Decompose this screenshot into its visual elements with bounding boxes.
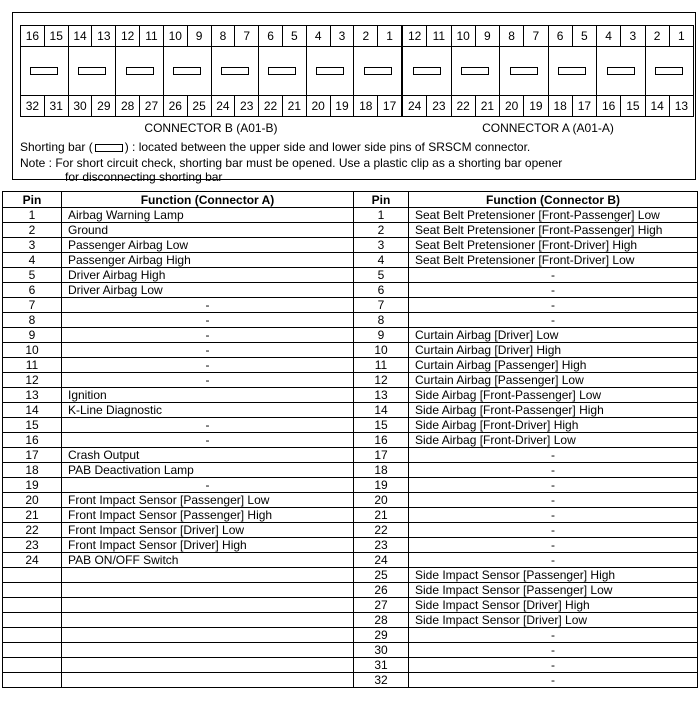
table-row bbox=[3, 478, 698, 493]
table-row bbox=[3, 553, 698, 568]
pin-number: 7 bbox=[235, 26, 259, 46]
note-line-2: for disconnecting shorting bar bbox=[65, 170, 223, 184]
shorting-bar bbox=[30, 67, 58, 75]
pin-number: 17 bbox=[573, 96, 597, 116]
pin-number: 18 bbox=[549, 96, 573, 116]
pin-a-cell: 5 bbox=[3, 268, 62, 283]
pin-b-cell: 29 bbox=[354, 628, 409, 643]
connector-b-bottom-pins bbox=[21, 95, 401, 116]
pin-number: 31 bbox=[45, 96, 69, 116]
function-a-cell: Ignition bbox=[62, 388, 354, 403]
pin-b-cell: 26 bbox=[354, 583, 409, 598]
function-b-cell: - bbox=[409, 313, 698, 328]
pin-b-cell: 28 bbox=[354, 613, 409, 628]
function-b-cell: Seat Belt Pretensioner [Front-Driver] Low bbox=[409, 253, 698, 268]
function-a-cell: - bbox=[62, 478, 354, 493]
pin-number: 28 bbox=[116, 96, 140, 116]
table-row bbox=[3, 523, 698, 538]
table-row bbox=[3, 253, 698, 268]
function-b-cell: - bbox=[409, 463, 698, 478]
pin-b-cell: 24 bbox=[354, 553, 409, 568]
function-a-cell: K-Line Diagnostic bbox=[62, 403, 354, 418]
function-b-cell: Side Airbag [Front-Driver] Low bbox=[409, 433, 698, 448]
pin-number: 10 bbox=[164, 26, 188, 46]
function-b-cell: Curtain Airbag [Driver] High bbox=[409, 343, 698, 358]
pin-number: 15 bbox=[621, 96, 645, 116]
function-b-cell: Curtain Airbag [Driver] Low bbox=[409, 328, 698, 343]
pin-number: 8 bbox=[212, 26, 236, 46]
pin-number: 18 bbox=[354, 96, 378, 116]
shorting-bar-slot bbox=[21, 46, 69, 96]
function-a-cell: Passenger Airbag Low bbox=[62, 238, 354, 253]
table-row bbox=[3, 673, 698, 688]
pin-a-cell bbox=[3, 583, 62, 598]
pin-number: 24 bbox=[212, 96, 236, 116]
pin-number: 4 bbox=[597, 26, 621, 46]
pin-a-cell: 23 bbox=[3, 538, 62, 553]
pin-number: 1 bbox=[386, 29, 393, 43]
pin-number: 3 bbox=[331, 26, 355, 46]
header-pin-b: Pin bbox=[354, 192, 409, 208]
table-row bbox=[3, 418, 698, 433]
pin-b-cell: 21 bbox=[354, 508, 409, 523]
connector-b-label: CONNECTOR B (A01-B) bbox=[144, 121, 278, 135]
shorting-bar bbox=[558, 67, 586, 75]
pin-number: 11 bbox=[140, 26, 164, 46]
shorting-bar bbox=[607, 67, 635, 75]
pin-a-cell: 24 bbox=[3, 553, 62, 568]
pin-a-cell: 13 bbox=[3, 388, 62, 403]
pin-b-cell: 23 bbox=[354, 538, 409, 553]
table-row bbox=[3, 223, 698, 238]
function-a-cell bbox=[62, 613, 354, 628]
shorting-bar-slot bbox=[354, 46, 401, 96]
pin-number: 11 bbox=[427, 26, 451, 46]
shorting-bar-icon bbox=[95, 144, 123, 152]
connector-a-shorting-bars bbox=[403, 46, 693, 96]
function-a-cell: - bbox=[62, 418, 354, 433]
pin-b-cell: 13 bbox=[354, 388, 409, 403]
pin-a-cell: 11 bbox=[3, 358, 62, 373]
function-b-cell: Side Airbag [Front-Driver] High bbox=[409, 418, 698, 433]
pin-a-cell: 22 bbox=[3, 523, 62, 538]
function-b-cell: Curtain Airbag [Passenger] Low bbox=[409, 373, 698, 388]
pin-number: 13 bbox=[674, 99, 689, 113]
function-a-cell: Crash Output bbox=[62, 448, 354, 463]
pin-number: 10 bbox=[452, 26, 476, 46]
function-b-cell: Seat Belt Pretensioner [Front-Passenger] High bbox=[409, 223, 698, 238]
pin-a-cell: 3 bbox=[3, 238, 62, 253]
pin-number: 14 bbox=[646, 96, 670, 116]
function-a-cell bbox=[62, 643, 354, 658]
connector-b-shorting-bars bbox=[21, 46, 401, 96]
table-row bbox=[3, 208, 698, 223]
pin-a-cell: 18 bbox=[3, 463, 62, 478]
table-row bbox=[3, 658, 698, 673]
function-b-cell: - bbox=[409, 643, 698, 658]
function-a-cell: Front Impact Sensor [Passenger] Low bbox=[62, 493, 354, 508]
shorting-bar-slot bbox=[116, 46, 164, 96]
pin-a-cell: 7 bbox=[3, 298, 62, 313]
pin-b-cell: 14 bbox=[354, 403, 409, 418]
pin-b-cell: 1 bbox=[354, 208, 409, 223]
shorting-bar bbox=[221, 67, 249, 75]
table-row bbox=[3, 643, 698, 658]
pin-number: 16 bbox=[597, 96, 621, 116]
pin-a-cell: 12 bbox=[3, 373, 62, 388]
function-b-cell: - bbox=[409, 658, 698, 673]
pin-b-cell: 4 bbox=[354, 253, 409, 268]
pin-b-cell: 10 bbox=[354, 343, 409, 358]
pin-a-cell bbox=[3, 643, 62, 658]
pin-a-cell: 4 bbox=[3, 253, 62, 268]
table-row bbox=[3, 493, 698, 508]
pin-b-cell: 19 bbox=[354, 478, 409, 493]
shorting-bar bbox=[126, 67, 154, 75]
pin-number: 20 bbox=[307, 96, 331, 116]
pin-number: 7 bbox=[524, 26, 548, 46]
table-row bbox=[3, 448, 698, 463]
pin-a-cell: 16 bbox=[3, 433, 62, 448]
pin-number: 2 bbox=[354, 26, 378, 46]
pin-a-cell: 14 bbox=[3, 403, 62, 418]
pin-number: 6 bbox=[259, 26, 283, 46]
connector-b-pinout bbox=[20, 25, 402, 117]
pin-b-cell: 8 bbox=[354, 313, 409, 328]
function-a-cell: Driver Airbag Low bbox=[62, 283, 354, 298]
function-b-cell: Curtain Airbag [Passenger] High bbox=[409, 358, 698, 373]
pin-number: 23 bbox=[427, 96, 451, 116]
function-a-cell: Passenger Airbag High bbox=[62, 253, 354, 268]
pin-number: 27 bbox=[140, 96, 164, 116]
pin-b-cell: 22 bbox=[354, 523, 409, 538]
pin-b-cell: 31 bbox=[354, 658, 409, 673]
function-a-cell: PAB Deactivation Lamp bbox=[62, 463, 354, 478]
pin-number: 25 bbox=[188, 96, 212, 116]
table-row bbox=[3, 328, 698, 343]
pin-a-cell bbox=[3, 613, 62, 628]
shorting-bar-slot bbox=[212, 46, 260, 96]
pin-b-cell: 2 bbox=[354, 223, 409, 238]
pin-a-cell: 15 bbox=[3, 418, 62, 433]
shorting-bar-note-suffix: ) : located between the upper side and lower side pins of SRSCM connector. bbox=[124, 140, 531, 154]
function-a-cell: - bbox=[62, 358, 354, 373]
table-row bbox=[3, 568, 698, 583]
shorting-bar-slot bbox=[452, 46, 501, 96]
pin-a-cell: 2 bbox=[3, 223, 62, 238]
pin-b-cell: 17 bbox=[354, 448, 409, 463]
shorting-bar-slot bbox=[597, 46, 646, 96]
function-b-cell: Side Impact Sensor [Driver] Low bbox=[409, 613, 698, 628]
pin-b-cell: 18 bbox=[354, 463, 409, 478]
pin-b-cell: 5 bbox=[354, 268, 409, 283]
shorting-bar bbox=[461, 67, 489, 75]
table-row bbox=[3, 298, 698, 313]
pin-b-cell: 20 bbox=[354, 493, 409, 508]
pin-b-cell: 15 bbox=[354, 418, 409, 433]
shorting-bar bbox=[268, 67, 296, 75]
function-b-cell: - bbox=[409, 478, 698, 493]
pin-b-cell: 32 bbox=[354, 673, 409, 688]
note-line-1: Note : For short circuit check, shorting bar must be opened. Use a plastic clip as a shorting bar opener bbox=[20, 156, 563, 170]
shorting-bar-slot bbox=[164, 46, 212, 96]
shorting-bar bbox=[316, 67, 344, 75]
function-b-cell: - bbox=[409, 553, 698, 568]
header-function-a: Function (Connector A) bbox=[62, 192, 354, 208]
table-header-row bbox=[3, 192, 698, 208]
shorting-bar bbox=[78, 67, 106, 75]
function-b-cell: Side Airbag [Front-Passenger] High bbox=[409, 403, 698, 418]
function-a-cell: Front Impact Sensor [Passenger] High bbox=[62, 508, 354, 523]
pin-a-cell: 19 bbox=[3, 478, 62, 493]
pin-b-cell: 7 bbox=[354, 298, 409, 313]
pin-number: 26 bbox=[164, 96, 188, 116]
function-a-cell: Airbag Warning Lamp bbox=[62, 208, 354, 223]
pin-number: 16 bbox=[21, 26, 45, 46]
function-a-cell: - bbox=[62, 433, 354, 448]
pin-b-cell: 25 bbox=[354, 568, 409, 583]
pin-a-cell bbox=[3, 628, 62, 643]
connector-a-top-pins bbox=[403, 26, 693, 47]
pin-number: 9 bbox=[188, 26, 212, 46]
shorting-bar-note bbox=[20, 140, 530, 154]
connector-diagram bbox=[12, 12, 696, 184]
pin-number: 21 bbox=[476, 96, 500, 116]
pin-b-cell: 6 bbox=[354, 283, 409, 298]
pin-number: 32 bbox=[21, 96, 45, 116]
table-row bbox=[3, 268, 698, 283]
pin-number: 12 bbox=[403, 26, 427, 46]
pin-number: 22 bbox=[452, 96, 476, 116]
function-b-cell: - bbox=[409, 493, 698, 508]
pin-number: 5 bbox=[283, 26, 307, 46]
shorting-bar-slot bbox=[500, 46, 549, 96]
table-row bbox=[3, 538, 698, 553]
pin-number: 9 bbox=[476, 26, 500, 46]
shorting-bar bbox=[364, 67, 392, 75]
table-row bbox=[3, 283, 698, 298]
pin-a-cell bbox=[3, 673, 62, 688]
shorting-bar bbox=[655, 67, 683, 75]
pin-number: 19 bbox=[524, 96, 548, 116]
pin-a-cell: 17 bbox=[3, 448, 62, 463]
pin-number: 8 bbox=[500, 26, 524, 46]
function-a-cell: Ground bbox=[62, 223, 354, 238]
pin-number: 29 bbox=[92, 96, 116, 116]
pin-b-cell: 27 bbox=[354, 598, 409, 613]
pin-a-cell: 21 bbox=[3, 508, 62, 523]
pin-number: 22 bbox=[259, 96, 283, 116]
function-a-cell bbox=[62, 658, 354, 673]
shorting-bar-slot bbox=[549, 46, 598, 96]
pin-number: 23 bbox=[235, 96, 259, 116]
table-row bbox=[3, 598, 698, 613]
shorting-bar-slot bbox=[259, 46, 307, 96]
function-b-cell: - bbox=[409, 298, 698, 313]
header-function-b: Function (Connector B) bbox=[409, 192, 698, 208]
shorting-bar bbox=[173, 67, 201, 75]
function-b-cell: - bbox=[409, 283, 698, 298]
pin-number: 3 bbox=[621, 26, 645, 46]
function-a-cell: Driver Airbag High bbox=[62, 268, 354, 283]
function-b-cell: Side Impact Sensor [Passenger] Low bbox=[409, 583, 698, 598]
pin-number: 6 bbox=[549, 26, 573, 46]
function-b-cell: - bbox=[409, 508, 698, 523]
table-row bbox=[3, 463, 698, 478]
pin-a-cell: 1 bbox=[3, 208, 62, 223]
function-b-cell: - bbox=[409, 448, 698, 463]
pin-number: 4 bbox=[307, 26, 331, 46]
table-row bbox=[3, 613, 698, 628]
table-row bbox=[3, 508, 698, 523]
pin-number: 17 bbox=[382, 99, 397, 113]
function-a-cell: - bbox=[62, 373, 354, 388]
pin-a-cell bbox=[3, 568, 62, 583]
table-row bbox=[3, 583, 698, 598]
function-b-cell: - bbox=[409, 538, 698, 553]
pin-number: 2 bbox=[646, 26, 670, 46]
shorting-bar-slot bbox=[403, 46, 452, 96]
shorting-bar bbox=[413, 67, 441, 75]
pin-b-cell: 3 bbox=[354, 238, 409, 253]
pin-number: 12 bbox=[116, 26, 140, 46]
table-row bbox=[3, 313, 698, 328]
pin-b-cell: 30 bbox=[354, 643, 409, 658]
pin-number: 13 bbox=[92, 26, 116, 46]
table-row bbox=[3, 238, 698, 253]
function-a-cell: - bbox=[62, 313, 354, 328]
connector-a-label: CONNECTOR A (A01-A) bbox=[482, 121, 614, 135]
pin-table-body bbox=[3, 208, 698, 688]
pin-number: 20 bbox=[500, 96, 524, 116]
function-b-cell: Side Airbag [Front-Passenger] Low bbox=[409, 388, 698, 403]
pin-a-cell: 9 bbox=[3, 328, 62, 343]
function-a-cell bbox=[62, 568, 354, 583]
pin-b-cell: 12 bbox=[354, 373, 409, 388]
function-b-cell: Side Impact Sensor [Passenger] High bbox=[409, 568, 698, 583]
pin-a-cell: 20 bbox=[3, 493, 62, 508]
function-a-cell bbox=[62, 583, 354, 598]
table-row bbox=[3, 358, 698, 373]
pin-number: 21 bbox=[283, 96, 307, 116]
function-a-cell bbox=[62, 598, 354, 613]
function-a-cell bbox=[62, 673, 354, 688]
function-a-cell: - bbox=[62, 298, 354, 313]
function-a-cell: Front Impact Sensor [Driver] High bbox=[62, 538, 354, 553]
shorting-bar bbox=[510, 67, 538, 75]
table-row bbox=[3, 388, 698, 403]
shorting-bar-slot bbox=[69, 46, 117, 96]
connector-a-pinout bbox=[402, 25, 694, 117]
pin-function-table bbox=[2, 191, 698, 688]
function-a-cell: PAB ON/OFF Switch bbox=[62, 553, 354, 568]
header-pin-a: Pin bbox=[3, 192, 62, 208]
pin-number: 24 bbox=[403, 96, 427, 116]
shorting-bar-slot bbox=[307, 46, 355, 96]
table-row bbox=[3, 343, 698, 358]
pin-b-cell: 16 bbox=[354, 433, 409, 448]
function-b-cell: - bbox=[409, 673, 698, 688]
pin-a-cell bbox=[3, 658, 62, 673]
pin-a-cell bbox=[3, 598, 62, 613]
connector-b-top-pins bbox=[21, 26, 401, 47]
shorting-bar-note-prefix: Shorting bar ( bbox=[20, 140, 93, 154]
table-row bbox=[3, 373, 698, 388]
function-a-cell: - bbox=[62, 328, 354, 343]
table-row bbox=[3, 433, 698, 448]
pin-number: 1 bbox=[678, 29, 685, 43]
pin-a-cell: 10 bbox=[3, 343, 62, 358]
function-b-cell: Seat Belt Pretensioner [Front-Passenger] Low bbox=[409, 208, 698, 223]
connector-a-bottom-pins bbox=[403, 95, 693, 116]
function-a-cell bbox=[62, 628, 354, 643]
pin-number: 30 bbox=[69, 96, 93, 116]
shorting-bar-slot bbox=[646, 46, 694, 96]
pin-b-cell: 11 bbox=[354, 358, 409, 373]
function-b-cell: Seat Belt Pretensioner [Front-Driver] High bbox=[409, 238, 698, 253]
pin-number: 19 bbox=[331, 96, 355, 116]
pin-a-cell: 8 bbox=[3, 313, 62, 328]
table-row bbox=[3, 403, 698, 418]
pin-number: 15 bbox=[45, 26, 69, 46]
pin-a-cell: 6 bbox=[3, 283, 62, 298]
function-a-cell: - bbox=[62, 343, 354, 358]
function-a-cell: Front Impact Sensor [Driver] Low bbox=[62, 523, 354, 538]
pin-number: 5 bbox=[573, 26, 597, 46]
function-b-cell: - bbox=[409, 268, 698, 283]
pin-number: 14 bbox=[69, 26, 93, 46]
function-b-cell: - bbox=[409, 628, 698, 643]
function-b-cell: Side Impact Sensor [Driver] High bbox=[409, 598, 698, 613]
pin-b-cell: 9 bbox=[354, 328, 409, 343]
function-b-cell: - bbox=[409, 523, 698, 538]
table-row bbox=[3, 628, 698, 643]
